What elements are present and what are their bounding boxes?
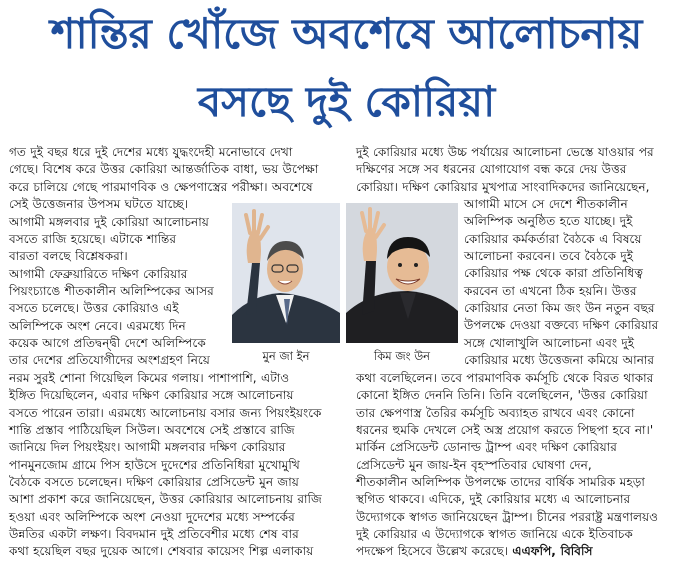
text-line: কোরিয়া। দক্ষিণ কোরিয়ার মুখপাত্র সাংবাদিকদের জানিয়েছেন,	[356, 179, 650, 194]
text-line: কোরিয়ার পক্ষ থেকে কারা প্রতিনিধিত্ব	[464, 266, 643, 281]
text-line: মার্কিন প্রেসিডেন্ট ডোনাল্ড ট্রাম্প এবং দক্ষিণ কোরিয়ার	[356, 440, 617, 455]
text-line: করে চালিয়ে গেছে পারমাণবিক ও ক্ষেপণাস্ত্রের পরীক্ষা। অবশেষে	[9, 179, 313, 194]
text-line: শীতকালীন অলিম্পিক উপলক্ষে তাদের বার্ষিক সামরিক মহড়া	[356, 475, 645, 490]
text-line: হওয়া এবং অলিম্পিকে অংশ নেওয়া দুদেশের মধ্যে সম্পর্কের	[9, 509, 295, 524]
text-line: কথা হয়েছিল বছর দুয়েক আগে। শেষবার কায়েসং শিল্প এলাকায়	[9, 544, 314, 559]
left-column-bottom	[9, 370, 340, 561]
text-line: বসতে পারেন তারা। এরমধ্যে আলোচনায় বসার জন্য পিয়ংইয়ংকে	[9, 405, 322, 420]
text-line: উপলক্ষে দেওয়া বক্তব্যে দক্ষিণ কোরিয়ার	[464, 318, 659, 333]
text-line: ইঙ্গিত দিয়েছিলেন, এবার দক্ষিণ কোরিয়ার সঙ্গে আলোচনায়	[9, 388, 294, 403]
text-line: কথা বলেছিলেন। তবে পারমাণবিক কর্মসূচি থেকে বিরত থাকার	[356, 371, 654, 385]
source-credit: এএফপি, বিবিসি	[512, 544, 593, 559]
text-line: আশা প্রকাশ করে জানিয়েছেন, উত্তর কোরিয়ার আলোচনায় রাজি	[9, 492, 322, 507]
text-line-last	[356, 543, 687, 560]
text-line: উন্নতির একটা লক্ষণ। বিবদমান দুই প্রতিবেশীর মধ্যে শেষ বার	[9, 527, 299, 542]
right-column-bottom	[356, 370, 687, 561]
text-line: কোনো ইঙ্গিত দেননি তিনি। তিনি বলেছিলেন, 'উত্তর কোরিয়া	[356, 388, 648, 403]
text-line: দুই কোরিয়ার এ উদ্যোগকে স্বাগত জানিয়ে একে ইতিবাচক	[356, 527, 633, 542]
text-line: পিয়ংচ্যাঙে শীতকালীন অলিম্পিকের আসর	[9, 283, 214, 298]
text-line: পানমুনজোম গ্রামে পিস হাউসে দুদেশের প্রতিনিধিরা মুখোমুখি	[9, 457, 300, 472]
waving-man-illustration	[346, 203, 458, 343]
text-line: কয়েক আগে প্রতিদ্বন্দ্বী দেশে অলিম্পিকে	[9, 335, 206, 350]
right-column-wrap	[464, 196, 687, 369]
closing-text: পদক্ষেপ হিসেবে উল্লেখ করেছে।	[356, 544, 509, 559]
text-line: আগামী মঙ্গলবার দুই কোরিয়া আলোচনায়	[9, 214, 209, 229]
text-line: জানিয়ে দিল পিয়ংইয়ং। আগামী মঙ্গলবার দক্ষিণ কোরিয়ার	[9, 440, 286, 455]
waving-man-illustration	[232, 203, 340, 343]
headline-line-1: শান্তির খোঁজে অবশেষে আলোচনায়	[50, 9, 643, 58]
text-line: বসতে রাজি হয়েছে। এটাকে শান্তির	[9, 231, 177, 246]
text-line: সেই উত্তেজনার উপসম ঘটতে যাচ্ছে।	[9, 197, 189, 212]
photo-caption-left: মুন জা ইন	[262, 349, 310, 363]
text-line: কোরিয়ার কর্মকর্তারা বৈঠকে এ বিষয়ে	[464, 231, 642, 246]
text-line: প্রেসিডেন্ট মুন জায়-ইন বৃহস্পতিবার ঘোষণা দেন,	[356, 457, 592, 472]
text-line: দক্ষিণের সঙ্গে সব ধরনের যোগাযোগ বন্ধ করে দেয় উত্তর	[356, 162, 627, 177]
text-line: নরম সুরই শোনা গিয়েছিল কিমের গলায়। পাশাপাশি, এটাও	[9, 371, 290, 385]
text-line: অলিম্পিক অনুষ্ঠিত হতে যাচ্ছে। দুই	[464, 214, 633, 229]
text-line: আগামী ফেব্রুয়ারিতে দক্ষিণ কোরিয়ার	[9, 266, 188, 281]
text-line: বসতে চলেছে। উত্তর কোরিয়াও এই	[9, 301, 179, 316]
headline-line-2: বসছে দুই কোরিয়া	[197, 77, 496, 126]
moon-jae-in-photo	[232, 203, 340, 343]
text-line: করবেন তা এখনো ঠিক হয়নি। উত্তর	[464, 283, 637, 298]
text-line: তার ক্ষেপণাস্ত্র তৈরির কর্মসূচি অব্যাহত রাখবে এবং কোনো	[356, 405, 635, 420]
kim-jong-un-photo	[346, 203, 458, 343]
text-line: কোরিয়ার মধ্যে উত্তেজনা কমিয়ে আনার	[464, 353, 655, 368]
photo-caption-right: কিম জং উন	[373, 349, 431, 363]
right-column-top	[356, 144, 687, 196]
text-line: উদ্যোগকে স্বাগত জানিয়েছেন ট্রাম্প। চীনের পররাষ্ট্র মন্ত্রণালয়ও	[356, 509, 659, 524]
text-line: গত দুই বছর ধরে দুই দেশের মধ্যে যুদ্ধংদেহী মনোভাবে দেখা	[9, 145, 293, 159]
text-line: গেছে। বিশেষ করে উত্তর কোরিয়া আন্তর্জাতিক বাধা, ভয় উপেক্ষা	[9, 162, 319, 177]
text-line: স্থগিত থাকবে। এদিকে, দুই কোরিয়ার মধ্যে এ আলোচনার	[356, 492, 631, 507]
left-column-wrap	[9, 214, 227, 370]
text-line: ধরনের হুমকি দেখলে সেই অস্ত্র প্রয়োগ করতে পিছপা হবে না।'	[356, 423, 654, 438]
text-line: অলিম্পিকে অংশ নেবে। এরমধ্যে দিন	[9, 318, 186, 333]
text-line: আলোচনা করবেন। তবে বৈঠকে দুই	[464, 249, 634, 264]
text-line: তার দেশের প্রতিযোগীদের অংশগ্রহণ নিয়ে	[9, 353, 210, 368]
text-line: সঙ্গে খোলাখুলি আলোচনা এবং দুই	[464, 335, 635, 350]
text-line: বৈঠকে বসতে চলেছেন। দক্ষিণ কোরিয়ার প্রেসিডেন্ট মুন জায়	[9, 475, 299, 490]
text-line: বারতা বলছে বিশ্লেষকরা।	[9, 249, 128, 264]
text-line: কোরিয়ার নেতা কিম জং উন নতুন বছর	[464, 301, 655, 316]
text-line: আগামী মাসে সে দেশে শীতকালীন	[464, 197, 628, 211]
text-line: দুই কোরিয়ার মধ্যে উচ্চ পর্যায়ের আলোচনা ভেস্তে যাওয়ার পর	[356, 145, 654, 159]
text-line: শান্তি প্রস্তাব পাঠিয়েছিল সিউল। অবশেষে সেই প্রস্তাবে রাজি	[9, 423, 295, 438]
